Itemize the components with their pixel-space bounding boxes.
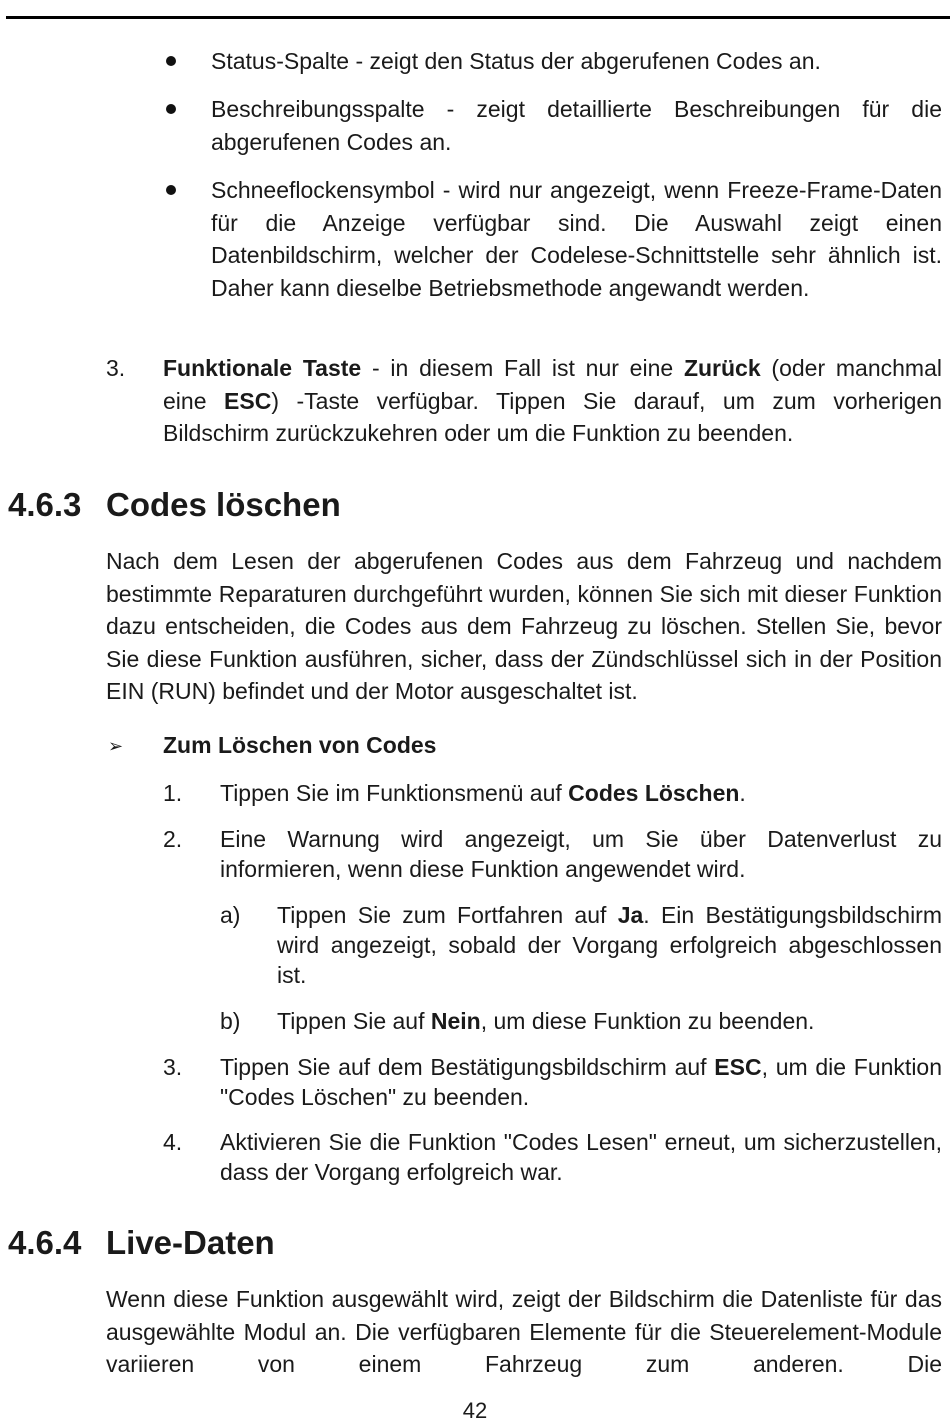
section-intro: Wenn diese Funktion ausgewählt wird, zeigt der Bildschirm die Datenliste für das ausgewählte Modul an. Die verfügbaren Elemente für die Steuerelement-Module variieren von einem Fahrzeug zum anderen. Die [106,1286,942,1377]
text-run: . [739,780,746,806]
section-number: 4.6.3 [8,486,82,523]
procedure-heading: Zum Löschen von Codes [163,732,437,758]
text-run: ) -Taste verfügbar. Tippen Sie darauf, um zum vorherigen Bildschirm zurückzukehren oder um die Funktion zu beenden. [163,387,943,446]
step-number: 1. [163,780,183,806]
section-title: Codes löschen [106,486,341,523]
esc-label: ESC [714,1054,762,1080]
bullet-dot [166,104,176,114]
yes-label: Ja [617,902,644,928]
functional-key-label: Funktionale Taste [163,355,362,381]
step-1 [220,778,942,808]
arrow-bullet-icon: ➢ [108,736,124,756]
list-number: 3. [106,355,126,381]
top-rule [6,16,950,19]
functional-key-paragraph [163,352,942,450]
text-run: - in diesem Fall ist nur eine [361,355,684,381]
section-intro: Nach dem Lesen der abgerufenen Codes aus dem Fahrzeug und nachdem bestimmte Reparaturen durchgeführt wurden, können Sie sich mit dieser Funktion dazu entscheiden, die Codes aus dem Fahrzeug zu löschen. Stellen Sie, bevor Sie diese Funktion ausführen, sicher, dass der Zündschlüssel sich in der Position EIN (RUN) befindet und der Motor ausgeschaltet ist. [106,548,942,704]
text-run: Tippen Sie auf dem Bestätigungsbildschirm auf [220,1054,715,1080]
text-run: Tippen Sie im Funktionsmenü auf [220,780,569,806]
text-run: Tippen Sie zum Fortfahren auf [277,902,618,928]
step-2b [277,1006,942,1036]
text-run: (oder manchmal eine [163,355,942,414]
step-number: 4. [163,1129,183,1155]
section-title: Live-Daten [106,1224,275,1261]
substep-label: b) [220,1008,241,1034]
step-number: 3. [163,1054,183,1080]
step-4: Aktivieren Sie die Funktion "Codes Lesen" erneut, um sicherzustellen, dass der Vorgang erfolgreich war. [220,1129,942,1185]
step-2a [277,900,942,990]
step-number: 2. [163,826,183,852]
page-number: 42 [462,1398,488,1423]
text-run: Tippen Sie auf [277,1008,431,1034]
bullet-description-column: Beschreibungsspalte - zeigt detaillierte Beschreibungen für die abgerufenen Codes an. [211,96,942,155]
bullet-dot [166,56,176,66]
bullet-snowflake-symbol: Schneeflockensymbol - wird nur angezeigt, wenn Freeze-Frame-Daten für die Anzeige verfügbar sind. Die Auswahl zeigt einen Datenbildschirm, welcher der Codelese-Schnittstelle sehr ähnlich ist. Daher kann dieselbe Betriebsmethode angewandt werden. [211,177,942,301]
section-number: 4.6.4 [8,1224,82,1261]
bullet-dot [166,185,176,195]
no-label: Nein [430,1008,481,1034]
step-2: Eine Warnung wird angezeigt, um Sie über Datenverlust zu informieren, wenn diese Funktion angewendet wird. [220,826,942,882]
back-key-label: Zurück [683,355,761,381]
text-run: , um diese Funktion zu beenden. [480,1008,815,1034]
step-3 [220,1052,942,1112]
esc-key-label: ESC [224,387,272,414]
codes-clear-label: Codes Löschen [568,780,740,806]
text-run: . Ein Bestätigungsbildschirm wird angezeigt, sobald der Vorgang erfolgreich abgeschlossen ist. [277,902,942,988]
text-run: , um die Funktion "Codes Löschen" zu beenden. [220,1054,943,1110]
bullet-status-column: Status-Spalte - zeigt den Status der abgerufenen Codes an. [211,48,821,74]
substep-label: a) [220,902,241,928]
